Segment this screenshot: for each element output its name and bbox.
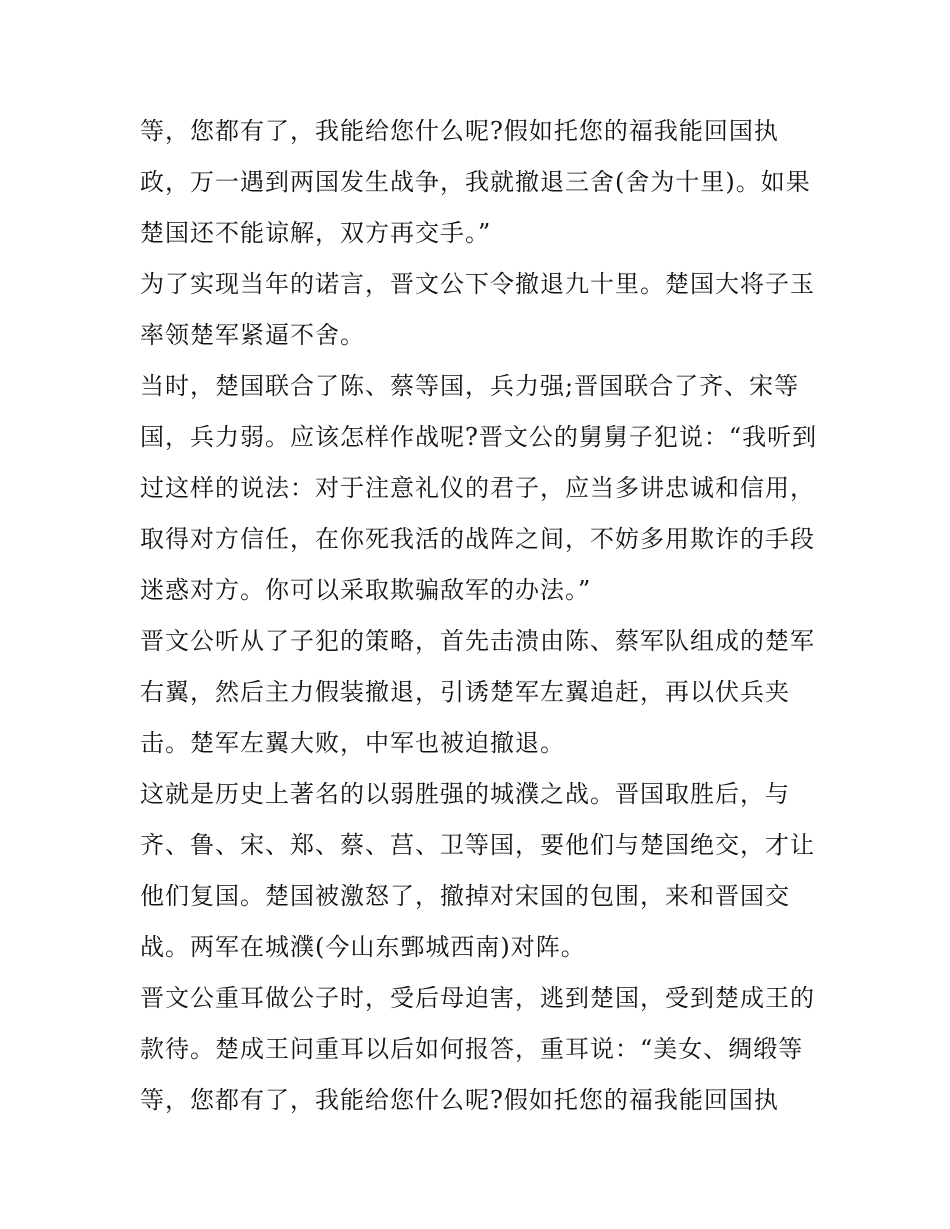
text-line: 右翼，然后主力假装撤退，引诱楚军左翼追赶，再以伏兵夹 — [140, 678, 790, 706]
text-line: 他们复国。楚国被激怒了，撤掉对宋国的包围，来和晋国交 — [140, 882, 790, 910]
text-line: 过这样的说法：对于注意礼仪的君子，应当多讲忠诚和信用， — [140, 474, 815, 502]
text-line: 齐、鲁、宋、郑、蔡、莒、卫等国，要他们与楚国绝交，才让 — [140, 831, 815, 859]
text-line: 这就是历史上著名的以弱胜强的城濮之战。晋国取胜后，与 — [140, 780, 790, 808]
text-line: 率领楚军紧逼不舍。 — [140, 321, 365, 349]
text-line: 击。楚军左翼大败，中军也被迫撤退。 — [140, 729, 565, 757]
text-line: 款待。楚成王问重耳以后如何报答，重耳说：“美女、绸缎等 — [140, 1035, 804, 1063]
text-line: 晋文公听从了子犯的策略，首先击溃由陈、蔡军队组成的楚军 — [140, 627, 815, 655]
text-line: 为了实现当年的诺言，晋文公下令撤退九十里。楚国大将子玉 — [140, 270, 815, 298]
text-line: 迷惑对方。你可以采取欺骗敌军的办法。” — [140, 576, 592, 604]
text-line: 楚国还不能谅解，双方再交手。” — [140, 219, 492, 247]
text-line: 战。两军在城濮(今山东鄄城西南)对阵。 — [140, 933, 586, 961]
text-line: 晋文公重耳做公子时，受后母迫害，逃到楚国，受到楚成王的 — [140, 984, 815, 1012]
body-text — [140, 106, 820, 1126]
text-line: 取得对方信任，在你死我活的战阵之间，不妨多用欺诈的手段 — [140, 525, 815, 553]
text-line: 等，您都有了，我能给您什么呢?假如托您的福我能回国执 — [140, 1086, 779, 1114]
text-line: 政，万一遇到两国发生战争，我就撤退三舍(舍为十里)。如果 — [140, 168, 811, 196]
text-line: 国，兵力弱。应该怎样作战呢?晋文公的舅舅子犯说：“我听到 — [140, 423, 818, 451]
text-line: 等，您都有了，我能给您什么呢?假如托您的福我能回国执 — [140, 117, 779, 145]
text-line: 当时，楚国联合了陈、蔡等国，兵力强;晋国联合了齐、宋等 — [140, 372, 800, 400]
